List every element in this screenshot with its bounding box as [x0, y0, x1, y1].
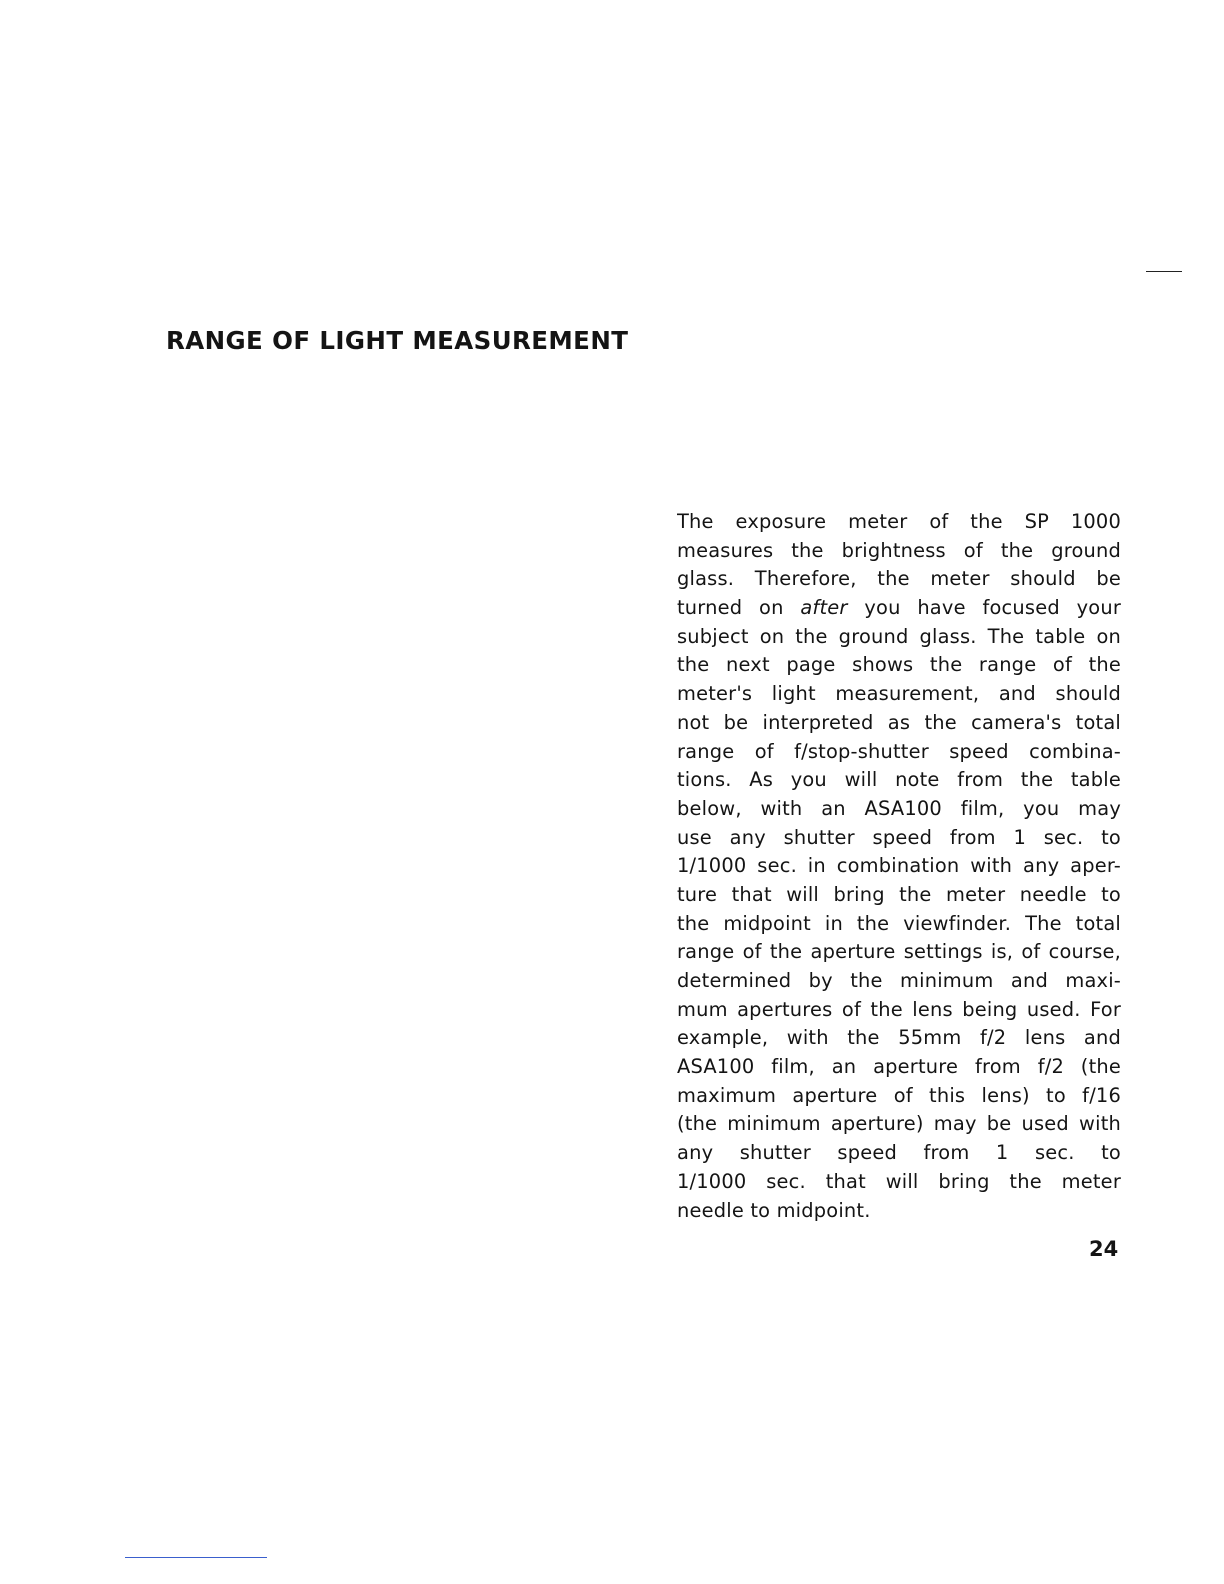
body-line: 1/1000 sec. in combination with any aper-: [677, 854, 1121, 878]
body-line: subject on the ground glass. The table on: [677, 624, 1121, 648]
footer-rule: [125, 1557, 267, 1558]
body-line: below, with an ASA100 film, you may: [677, 796, 1121, 820]
body-line: turned on after you have focused your: [677, 596, 1121, 620]
body-line: any shutter speed from 1 sec. to: [677, 1141, 1121, 1165]
body-line: tions. As you will note from the table: [677, 768, 1121, 792]
body-line: 1/1000 sec. that will bring the meter: [677, 1169, 1121, 1193]
body-line: ASA100 film, an aperture from f/2 (the: [677, 1055, 1121, 1079]
page-number: 24: [1089, 1237, 1119, 1261]
body-line: The exposure meter of the SP 1000: [677, 510, 1121, 533]
page-edge-mark: [1146, 271, 1182, 272]
body-line: maximum aperture of this lens) to f/16: [677, 1083, 1121, 1107]
body-line: example, with the 55mm f/2 lens and: [677, 1026, 1121, 1050]
body-line: mum apertures of the lens being used. For: [677, 997, 1121, 1021]
body-line: needle to midpoint.: [677, 1198, 871, 1222]
body-line: ture that will bring the meter needle to: [677, 882, 1121, 906]
body-line: determined by the minimum and maxi-: [677, 969, 1121, 992]
emphasis-after: after: [800, 596, 848, 620]
body-line: glass. Therefore, the meter should be: [677, 567, 1121, 591]
body-line: range of f/stop-shutter speed combina-: [677, 739, 1121, 763]
body-line: the next page shows the range of the: [677, 653, 1121, 677]
body-line: (the minimum aperture) may be used with: [677, 1112, 1121, 1136]
body-line: the midpoint in the viewfinder. The total: [677, 911, 1121, 935]
body-paragraph: [677, 508, 1121, 1225]
body-line: measures the brightness of the ground: [677, 538, 1121, 562]
body-line: not be interpreted as the camera's total: [677, 710, 1121, 734]
body-line: meter's light measurement, and should: [677, 682, 1121, 706]
page-title: RANGE OF LIGHT MEASUREMENT: [166, 326, 629, 355]
body-line: use any shutter speed from 1 sec. to: [677, 825, 1121, 849]
body-line: range of the aperture settings is, of course,: [677, 940, 1121, 964]
